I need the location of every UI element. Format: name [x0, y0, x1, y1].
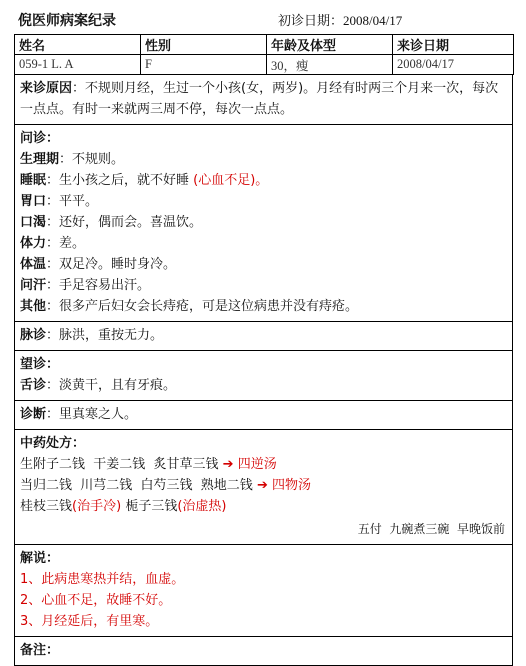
explanation-item: 2、心血不足，故睡不好。: [20, 593, 172, 608]
patient-info-value-row: [15, 55, 514, 75]
pulse-section: [14, 322, 513, 351]
pulse-text: ：脉洪，重按无力。: [46, 328, 164, 343]
inquiry-item-energy: [20, 233, 507, 254]
observation-title: 望诊：: [20, 357, 60, 372]
patient-info-table: [14, 34, 514, 75]
prescription-title: 中药处方：: [20, 436, 86, 451]
inquiry-item-label: 口渴: [20, 215, 47, 230]
diagnosis-section: [14, 401, 513, 430]
herb-note: (治手冷): [72, 499, 122, 514]
pulse-label: 脉诊: [20, 328, 47, 343]
arrow-right-icon: ➔: [256, 478, 268, 493]
inquiry-item-sweat: [20, 275, 507, 296]
reason-section: [14, 75, 513, 125]
inquiry-item-appetite: [20, 191, 507, 212]
inquiry-item-text: ：手足容易出汗。: [46, 278, 151, 293]
diagnosis-text: ：里真寒之人。: [46, 407, 138, 422]
inquiry-item-text: ：生小孩之后，就不好睡: [46, 173, 194, 188]
inquiry-item-thirst: [20, 212, 507, 233]
first-visit-date-value: 2008/04/17: [343, 13, 403, 28]
inquiry-item-text: ：还好，偶而会。喜温饮。: [46, 215, 203, 230]
herb-note: (治虚热): [177, 499, 227, 514]
inquiry-item-other: [20, 296, 507, 317]
formula-name: 四物汤: [271, 478, 311, 493]
prescription-line-2: [20, 475, 507, 496]
explanation-item: 3、月经延后，有里寒。: [20, 614, 159, 629]
medical-record: [14, 8, 513, 666]
inquiry-item-text: ：差。: [46, 236, 86, 251]
inquiry-section: [14, 125, 513, 322]
observation-section: [14, 351, 513, 401]
prescription-herbs: 生附子二钱 干姜二钱 炙甘草三钱: [20, 457, 219, 472]
reason-label: 来诊原因: [20, 81, 73, 96]
inquiry-item-text: ：双足冷。睡时身冷。: [46, 257, 177, 272]
remarks-title: 备注：: [20, 643, 60, 658]
explanation-section: [14, 545, 513, 637]
dosage-instructions: 五付 九碗煮三碗 早晚饭前: [357, 522, 505, 536]
inquiry-item-label: 胃口: [20, 194, 47, 209]
inquiry-item-label: 体温: [20, 257, 47, 272]
inquiry-item-temperature: [20, 254, 507, 275]
sex-header: 性别: [141, 35, 267, 55]
record-title: 倪医师病案纪录: [18, 13, 116, 29]
inquiry-item-label: 其他: [20, 299, 47, 314]
inquiry-item-label: 体力: [20, 236, 47, 251]
prescription-section: [14, 430, 513, 545]
sex-value: F: [141, 55, 267, 75]
inquiry-item-label: 睡眠: [20, 173, 47, 188]
inquiry-item-text: ：很多产后妇女会长痔疮，可是这位病患并没有痔疮。: [46, 299, 359, 314]
tongue-diagnosis: [20, 375, 507, 396]
inquiry-item-period: [20, 149, 507, 170]
arrow-right-icon: ➔: [222, 457, 234, 472]
age-build-value: 30，瘦: [267, 55, 393, 75]
prescription-line-3: [20, 496, 507, 517]
inquiry-title: 问诊：: [20, 131, 60, 146]
patient-id-value: 059-1 L. A: [15, 55, 141, 75]
age-build-header: 年龄及体型: [267, 35, 393, 55]
formula-name: 四逆汤: [237, 457, 277, 472]
tongue-label: 舌诊: [20, 378, 47, 393]
inquiry-item-sleep: [20, 170, 507, 191]
inquiry-item-text: ：不规则。: [59, 152, 125, 167]
inquiry-item-note: (心血不足)。: [193, 173, 269, 188]
explanation-title: 解说：: [20, 551, 60, 566]
inquiry-item-label: 问汗: [20, 278, 47, 293]
remarks-section: [14, 637, 513, 666]
name-header: 姓名: [15, 35, 141, 55]
first-visit-label: 初诊日期：: [278, 14, 344, 29]
inquiry-item-text: ：平平。: [46, 194, 99, 209]
prescription-herb: 桂枝三钱: [20, 499, 73, 514]
patient-info-header-row: [15, 35, 514, 55]
first-visit-date: [278, 8, 402, 35]
prescription-line-1: [20, 454, 507, 475]
diagnosis-label: 诊断: [20, 407, 47, 422]
tongue-text: ：淡黄干，且有牙痕。: [46, 378, 177, 393]
record-header: [14, 8, 513, 34]
reason-text: ：不规则月经，生过一个小孩(女，两岁)。月经有时两三个月来一次，每次一点点。有时一来就两三周不停，每次一点点。: [20, 81, 499, 117]
inquiry-item-label: 生理期: [20, 152, 60, 167]
explanation-item: 1、此病患寒热并结，血虚。: [20, 572, 185, 587]
visit-date-value: 2008/04/17: [393, 55, 514, 75]
prescription-herb: 栀子三钱: [125, 499, 178, 514]
prescription-herbs: 当归二钱 川芎二钱 白芍三钱 熟地二钱: [20, 478, 253, 493]
visit-date-header: 来诊日期: [393, 35, 514, 55]
